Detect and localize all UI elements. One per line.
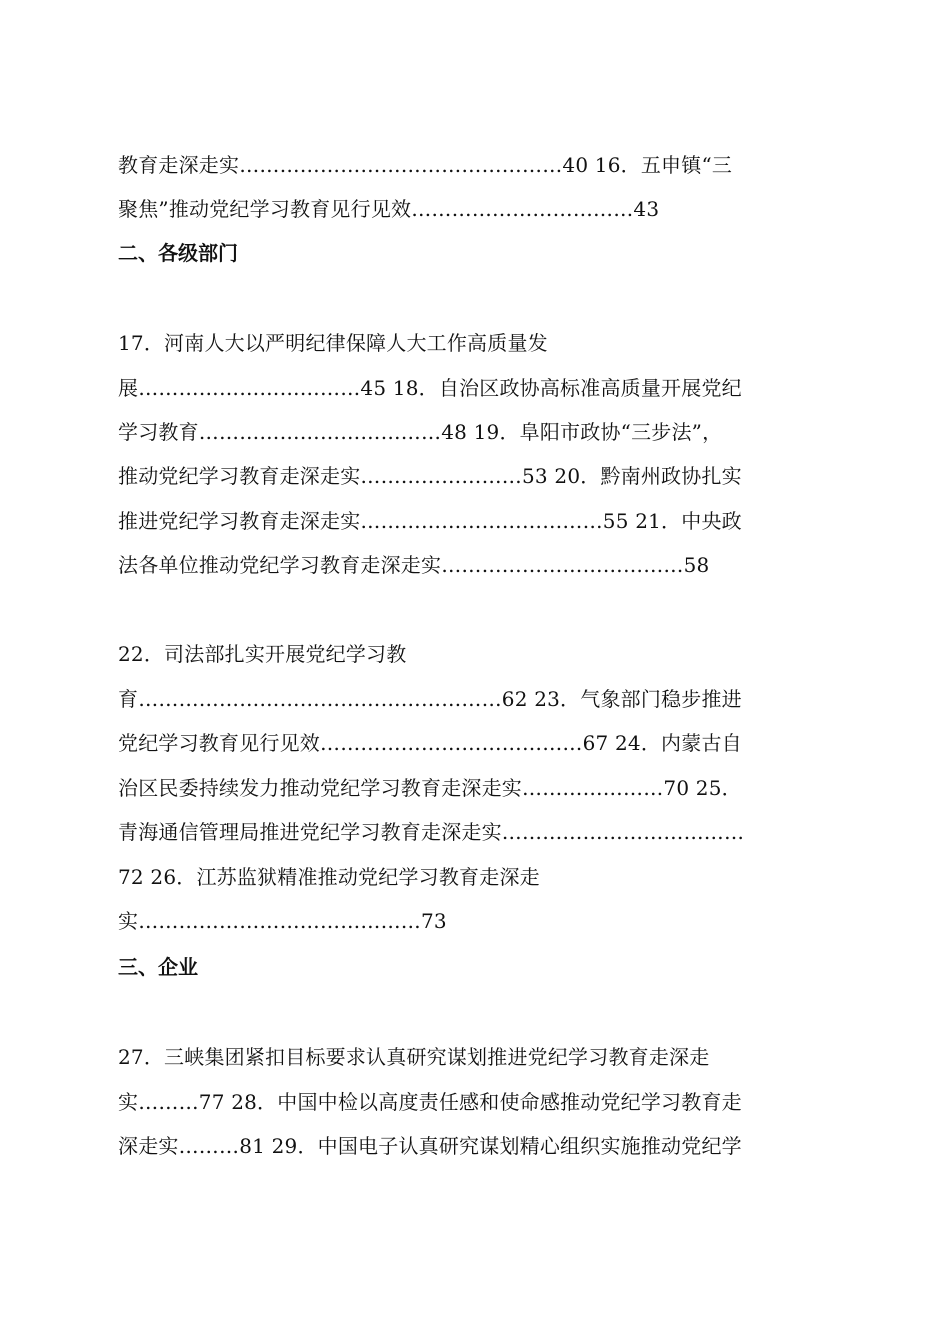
toc-line: 党纪学习教育见行见效…………………………………67 24．内蒙古自: [118, 731, 742, 755]
toc-line: 深走实………81 29．中国电子认真研究谋划精心组织实施推动党纪学: [118, 1134, 742, 1158]
toc-line: 治区民委持续发力推动党纪学习教育走深走实…………………70 25．: [118, 776, 742, 800]
toc-line: 法各单位推动党纪学习教育走深走实………………………………58: [118, 553, 710, 577]
toc-line: 展……………………………45 18．自治区政协高标准高质量开展党纪: [118, 376, 742, 400]
toc-line: 实……………………………………73: [118, 909, 447, 933]
section-heading: 二、各级部门: [118, 241, 238, 265]
toc-line: 聚焦”推动党纪学习教育见行见效……………………………43: [118, 197, 660, 221]
toc-line: 推动党纪学习教育走深走实……………………53 20．黔南州政协扎实: [118, 464, 742, 488]
toc-line: 实………77 28．中国中检以高度责任感和使命感推动党纪学习教育走: [118, 1090, 742, 1114]
section-heading: 三、企业: [118, 955, 198, 979]
toc-line: 27．三峡集团紧扣目标要求认真研究谋划推进党纪学习教育走深走: [118, 1045, 710, 1069]
toc-line: 育………………………………………………62 23．气象部门稳步推进: [118, 687, 742, 711]
toc-line: 青海通信管理局推进党纪学习教育走深走实………………………………: [118, 820, 745, 844]
toc-line: 学习教育………………………………48 19．阜阳市政协“三步法”，: [118, 420, 723, 444]
toc-line: 22．司法部扎实开展党纪学习教: [118, 642, 407, 666]
toc-line: 17．河南人大以严明纪律保障人大工作高质量发: [118, 331, 548, 355]
toc-line: 推进党纪学习教育走深走实………………………………55 21．中央政: [118, 509, 742, 533]
toc-line: 72 26．江苏监狱精准推动党纪学习教育走深走: [118, 865, 540, 889]
toc-line: 教育走深走实…………………………………………40 16．五申镇“三: [118, 153, 733, 177]
